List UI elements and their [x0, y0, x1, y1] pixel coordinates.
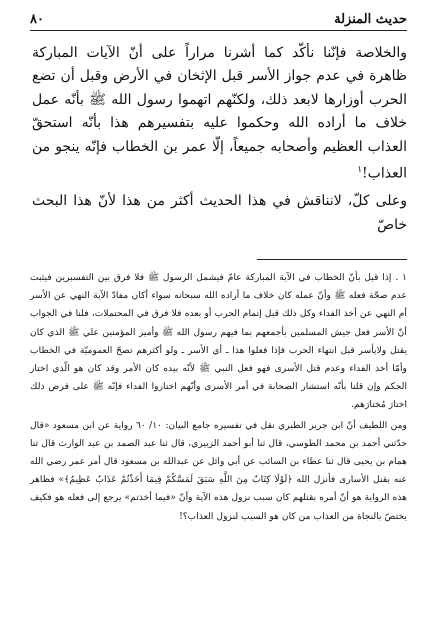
- running-title: حديث المنزلة: [334, 12, 407, 27]
- paragraph-text: والخلاصة فإنّنا نأكّد كما أشرنا مراراً على أنّ الآيات المباركة ظاهرة في عدم جواز الأسر قبل الإثخان في الأرض وقبل أن تضع الحرب أوزارها لابعد ذلك، ولكنّهم اتهموا رسول الله ﷺ بأنّه عمل خلاف ما أراده الله وحكموا عليه بتفسيرهم هذا بأنّه استحقّ العذاب العظيم وأصحابه جميعاً، إلّا عمر بن الخطاب فإنّه ينجو من العذاب!: [32, 45, 407, 182]
- body-paragraph: [32, 42, 407, 186]
- footnote-separator: [257, 259, 407, 260]
- footnote: ومن اللطيف أنّ ابن جرير الطبري نقل في تفسيره جامع البيان: ١٠/ ٦٠ رواية عن ابن مسعود «قال حدّثني أحمد بن محمد الطوسي، قال ثنا أبو أحمد الزبيري، قال ثنا عبد الصمد بن عبد الوارث قال ثنا همام بن يحيى قال ثنا عطاء بن السائب عن أبي وائل عن عبدالله بن مسعود قال أمر عمر رضي الله عنه بقتل الأسارى فأنزل الله ﴿لَوْلَا كِتَابٌ مِنَ اللَّهِ سَبَقَ لَمَسَّكُمْ فِيمَا أَخَذْتُمْ عَذَابٌ عَظِيمٌ﴾» فظاهر هذه الرواية هو أنّ أمره بقتلهم كان سبب نزول هذه الآية وأنّ «فيما أخذتم» يرجع إلى فعله هو فكيف يختصّ بالنجاة من العذاب من كان هو السبب لنزول العذاب؟!: [30, 419, 407, 522]
- page-header: [30, 10, 407, 28]
- footnotes: [30, 269, 407, 526]
- body-paragraph: وعلى كلّ، لانناقش في هذا الحديث أكثر من هذا لأنّ هذا البحث خاصّ: [32, 193, 407, 233]
- main-text: [32, 42, 407, 237]
- header-rule: [30, 30, 407, 31]
- footnote: ١ . إذا قيل بأنّ الخطاب في الآية المباركة عامّ فيشمل الرسول ﷺ فلا فرق بين التفسيرين فيثبت عدم صحّة فعله ﷺ وأنّ عمله كان خلاف ما أراده الله سبحانه سواء أكان مفادّ الآية النهي عن الأسر أم النهي عن أخذ الفداء وكل ذلك قبل إتمام الحرب أو بعده فلا فرق في المحتملات، فلنا في الجواب أنّ الأسر فعل جيش المسلمين بأجمعهم بما فيهم رسول الله ﷺ وأمير المؤمنين علي ﷺ الذي كان يقتل ولايأسر قبل انتهاء الحرب فإذا فعلوا هذا ـ أي الأسر ـ ولو أكثرهم تصحّ العموميّة في الخطاب وأمّا أخذ الفداء وعدم قتل الأسرى فهو فعل النبي ﷺ لأنّه بيده كان الأمر وقد كان هو الّذي اختار الحكم وإن قلنا بأنّه استشار الصحابة في أمر الأسرى وأنّهم اختاروا الفداء فإنّه ﷺ على فرض ذلك اختارَ مُختارَهم.: [30, 272, 407, 411]
- page-number: ٨٠: [30, 12, 44, 27]
- footnote-reference: ١: [357, 165, 363, 176]
